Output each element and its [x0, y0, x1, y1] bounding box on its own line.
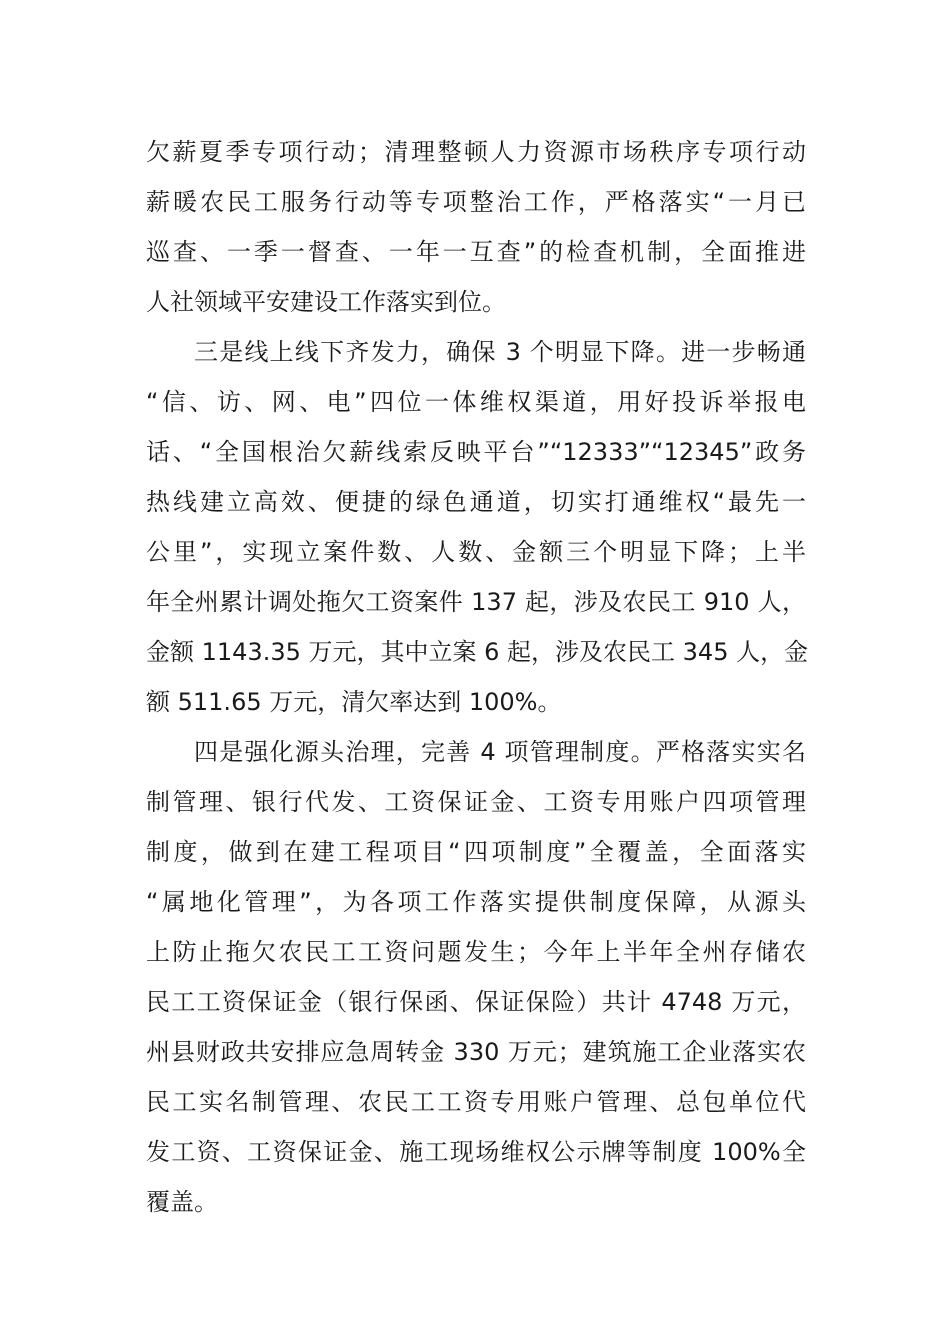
text-line: 话、“全国根治欠薪线索反映平台”“12333”“12345”政务: [146, 438, 806, 466]
text-line: 薪暖农民工服务行动等专项整治工作，严格落实“一月已: [146, 188, 806, 216]
text-line: 覆盖。: [146, 1188, 218, 1216]
text-line: 人社领域平安建设工作落实到位。: [146, 288, 506, 316]
paragraph-2: [146, 327, 809, 727]
text-line: 热线建立高效、便捷的绿色通道，切实打通维权“最先一: [146, 488, 806, 516]
text-line: “信、访、网、电”四位一体维权渠道，用好投诉举报电: [146, 388, 806, 416]
text-line: 年全州累计调处拖欠工资案件 137 起，涉及农民工 910 人，: [146, 588, 806, 616]
text-line: 公里”，实现立案件数、人数、金额三个明显下降；上半: [146, 538, 806, 566]
text-line: 州县财政共安排应急周转金 330 万元；建筑施工企业落实农: [146, 1038, 806, 1066]
text-line: 制度，做到在建工程项目“四项制度”全覆盖，全面落实: [146, 838, 806, 866]
text-line: 民工工资保证金（银行保函、保证保险）共计 4748 万元，: [146, 988, 806, 1016]
text-line: 巡查、一季一督查、一年一互查”的检查机制，全面推进: [146, 238, 806, 266]
text-line: 欠薪夏季专项行动；清理整顿人力资源市场秩序专项行动: [146, 138, 806, 166]
text-line: “属地化管理”，为各项工作落实提供制度保障，从源头: [146, 888, 806, 916]
text-line: 民工实名制管理、农民工工资专用账户管理、总包单位代: [146, 1088, 806, 1116]
text-line: 额 511.65 万元，清欠率达到 100%。: [146, 688, 562, 716]
paragraph-1: [146, 127, 806, 327]
text-line: 金额 1143.35 万元，其中立案 6 起，涉及农民工 345 人，金: [146, 638, 809, 666]
document-body: [146, 127, 809, 1227]
paragraph-3: [146, 727, 806, 1227]
text-line: 发工资、工资保证金、施工现场维权公示牌等制度 100%全: [146, 1138, 806, 1166]
text-line: 上防止拖欠农民工工资问题发生；今年上半年全州存储农: [146, 938, 806, 966]
text-line: 三是线上线下齐发力，确保 3 个明显下降。进一步畅通: [194, 338, 806, 366]
text-line: 四是强化源头治理，完善 4 项管理制度。严格落实实名: [194, 738, 806, 766]
text-line: 制管理、银行代发、工资保证金、工资专用账户四项管理: [146, 788, 806, 816]
